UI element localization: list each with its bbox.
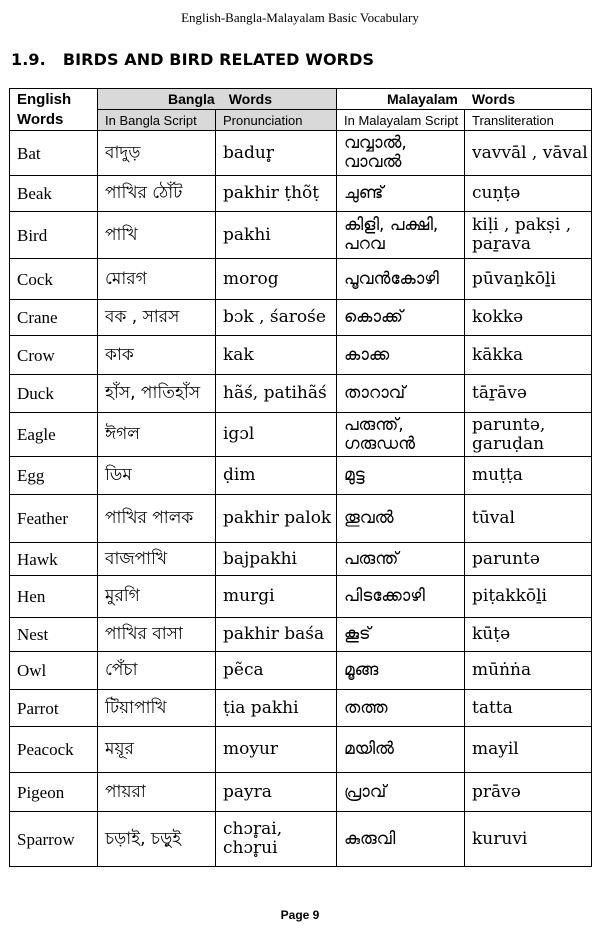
english-word: Bird xyxy=(10,212,98,259)
malayalam-header-label: Malayalam xyxy=(387,91,458,107)
table-row xyxy=(10,690,592,727)
pronunciation-word: morog xyxy=(216,259,337,300)
bangla-script-word: হাঁস, পাতিহাঁস xyxy=(98,375,216,413)
bangla-script-word: মোরগ xyxy=(98,259,216,300)
table-row xyxy=(10,176,592,212)
bangla-script-word: বাজপাখি xyxy=(98,543,216,576)
table-row xyxy=(10,457,592,495)
table-row xyxy=(10,727,592,773)
section-title: 1.9. BIRDS AND BIRD RELATED WORDS xyxy=(11,50,375,69)
english-header-line1: English xyxy=(17,91,72,108)
malayalam-script-word: മയിൽ xyxy=(337,727,465,773)
transliteration-word: tāṟāvə xyxy=(465,375,592,413)
bangla-script-word: বাদুড় xyxy=(98,131,216,176)
transliteration-word: kokkə xyxy=(465,300,592,336)
malayalam-script-word: പ്രാവ് xyxy=(337,773,465,812)
bangla-script-word: ময়ূর xyxy=(98,727,216,773)
malayalam-script-word: മുട്ട xyxy=(337,457,465,495)
english-words-header xyxy=(10,89,98,131)
pronunciation-word: kak xyxy=(216,336,337,375)
table-row xyxy=(10,576,592,618)
bangla-script-word: ঈগল xyxy=(98,413,216,457)
bangla-script-word: পাখির ঠোঁট xyxy=(98,176,216,212)
malayalam-script-word: വവ്വാൽ, വാവൽ xyxy=(337,131,465,176)
pronunciation-word: murgi xyxy=(216,576,337,618)
bangla-script-header: In Bangla Script xyxy=(98,110,216,131)
transliteration-header: Transliteration xyxy=(465,110,592,131)
transliteration-word: cuṇṭə xyxy=(465,176,592,212)
pronunciation-word: badur̥ xyxy=(216,131,337,176)
table-subheader-row xyxy=(10,110,592,131)
transliteration-word: mūṅṅa xyxy=(465,652,592,690)
table-row xyxy=(10,375,592,413)
bangla-script-word: টিয়াপাখি xyxy=(98,690,216,727)
malayalam-script-word: ചുണ്ട് xyxy=(337,176,465,212)
english-header-line2: Words xyxy=(17,111,64,128)
table-row xyxy=(10,652,592,690)
pronunciation-word: pakhir baśa xyxy=(216,618,337,652)
pronunciation-word: pakhir palok xyxy=(216,495,337,543)
english-word: Eagle xyxy=(10,413,98,457)
malayalam-script-word: കുരുവി xyxy=(337,812,465,867)
malayalam-script-word: കിളി, പക്ഷി, പറവ xyxy=(337,212,465,259)
english-word: Beak xyxy=(10,176,98,212)
malayalam-words-label: Words xyxy=(471,91,516,107)
table-row xyxy=(10,413,592,457)
transliteration-word: paruntə, garuḍan xyxy=(465,413,592,457)
english-word: Hen xyxy=(10,576,98,618)
pronunciation-word: chɔr̥ai, chɔr̥ui xyxy=(216,812,337,867)
pronunciation-word: pakhi xyxy=(216,212,337,259)
malayalam-script-header: In Malayalam Script xyxy=(337,110,465,131)
table-row xyxy=(10,495,592,543)
bangla-words-header xyxy=(98,89,337,110)
transliteration-word: vavvāl , vāval xyxy=(465,131,592,176)
malayalam-script-word: പരുന്ത് xyxy=(337,543,465,576)
pronunciation-word: payra xyxy=(216,773,337,812)
table-header-row xyxy=(10,89,592,110)
vocabulary-table xyxy=(9,88,592,867)
table-row xyxy=(10,212,592,259)
transliteration-word: piṭakkōḻi xyxy=(465,576,592,618)
pronunciation-word: hãś, patihãś xyxy=(216,375,337,413)
transliteration-word: muṭṭa xyxy=(465,457,592,495)
bangla-script-word: পাখির বাসা xyxy=(98,618,216,652)
transliteration-word: tūval xyxy=(465,495,592,543)
malayalam-script-word: മൂങ്ങ xyxy=(337,652,465,690)
pronunciation-header: Pronunciation xyxy=(216,110,337,131)
pronunciation-word: ṭia pakhi xyxy=(216,690,337,727)
english-word: Feather xyxy=(10,495,98,543)
english-word: Parrot xyxy=(10,690,98,727)
table-row xyxy=(10,300,592,336)
malayalam-script-word: പിടക്കോഴി xyxy=(337,576,465,618)
table-row xyxy=(10,131,592,176)
transliteration-word: kiḷi , pakṣi , paṟava xyxy=(465,212,592,259)
pronunciation-word: bajpakhi xyxy=(216,543,337,576)
pronunciation-word: bɔk , śarośe xyxy=(216,300,337,336)
english-word: Cock xyxy=(10,259,98,300)
running-header: English-Bangla-Malayalam Basic Vocabulary xyxy=(181,10,419,25)
malayalam-script-word: പരുന്ത്, ഗരുഡൻ xyxy=(337,413,465,457)
pronunciation-word: pẽca xyxy=(216,652,337,690)
bangla-script-word: কাক xyxy=(98,336,216,375)
malayalam-words-header xyxy=(337,89,592,110)
malayalam-script-word: കാക്ക xyxy=(337,336,465,375)
pronunciation-word: igɔl xyxy=(216,413,337,457)
bangla-script-word: পাখি xyxy=(98,212,216,259)
bangla-script-word: চড়াই, চড়ুই xyxy=(98,812,216,867)
transliteration-word: prāvə xyxy=(465,773,592,812)
malayalam-script-word: കൊക്ക് xyxy=(337,300,465,336)
bangla-words-label: Words xyxy=(228,91,272,107)
english-word: Egg xyxy=(10,457,98,495)
english-word: Nest xyxy=(10,618,98,652)
pronunciation-word: pakhir ṭhõṭ xyxy=(216,176,337,212)
bangla-script-word: মুরগি xyxy=(98,576,216,618)
bangla-header-label: Bangla xyxy=(168,91,215,107)
bangla-script-word: ডিম xyxy=(98,457,216,495)
english-word: Crane xyxy=(10,300,98,336)
english-word: Owl xyxy=(10,652,98,690)
table-row xyxy=(10,773,592,812)
page-number: Page 9 xyxy=(280,908,320,922)
english-word: Sparrow xyxy=(10,812,98,867)
transliteration-word: mayil xyxy=(465,727,592,773)
table-row xyxy=(10,812,592,867)
bangla-script-word: পায়রা xyxy=(98,773,216,812)
malayalam-script-word: കൂട് xyxy=(337,618,465,652)
table-row xyxy=(10,543,592,576)
table-row xyxy=(10,259,592,300)
table-row xyxy=(10,336,592,375)
transliteration-word: kūṭə xyxy=(465,618,592,652)
transliteration-word: kuruvi xyxy=(465,812,592,867)
english-word: Pigeon xyxy=(10,773,98,812)
malayalam-script-word: പൂവൻകോഴി xyxy=(337,259,465,300)
english-word: Bat xyxy=(10,131,98,176)
malayalam-script-word: തത്ത xyxy=(337,690,465,727)
english-word: Peacock xyxy=(10,727,98,773)
transliteration-word: kākka xyxy=(465,336,592,375)
bangla-script-word: পেঁচা xyxy=(98,652,216,690)
english-word: Crow xyxy=(10,336,98,375)
pronunciation-word: moyur xyxy=(216,727,337,773)
malayalam-script-word: താറാവ് xyxy=(337,375,465,413)
malayalam-script-word: തൂവൽ xyxy=(337,495,465,543)
bangla-script-word: পাখির পালক xyxy=(98,495,216,543)
transliteration-word: tatta xyxy=(465,690,592,727)
english-word: Hawk xyxy=(10,543,98,576)
bangla-script-word: বক , সারস xyxy=(98,300,216,336)
transliteration-word: pūvaṉkōḻi xyxy=(465,259,592,300)
transliteration-word: paruntə xyxy=(465,543,592,576)
english-word: Duck xyxy=(10,375,98,413)
table-row xyxy=(10,618,592,652)
pronunciation-word: ḍim xyxy=(216,457,337,495)
